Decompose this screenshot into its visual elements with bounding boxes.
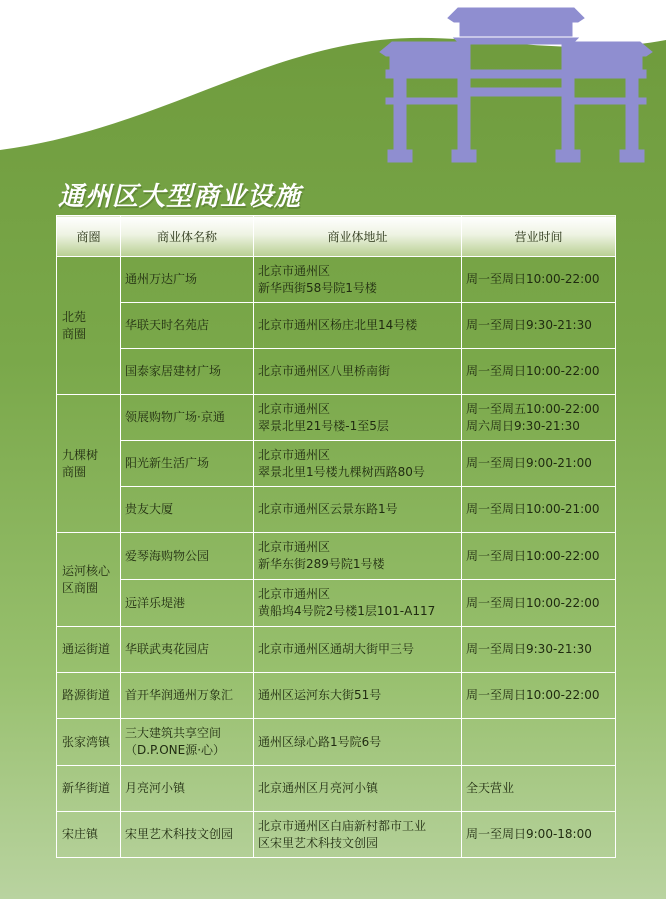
mall-address-cell: 北京市通州区杨庄北里14号楼	[254, 303, 462, 349]
mall-name-cell: 华联武夷花园店	[121, 627, 254, 673]
mall-address-cell: 通州区绿心路1号院6号	[254, 719, 462, 766]
district-cell: 新华街道	[57, 766, 121, 812]
mall-address-cell: 北京市通州区云景东路1号	[254, 487, 462, 533]
mall-name-cell: 贵友大厦	[121, 487, 254, 533]
table-row	[57, 673, 616, 719]
mall-address-cell: 北京通州区月亮河小镇	[254, 766, 462, 812]
mall-name-cell: 通州万达广场	[121, 257, 254, 303]
district-cell: 通运街道	[57, 627, 121, 673]
district-cell: 九棵树 商圈	[57, 395, 121, 533]
column-header-address: 商业体地址	[254, 216, 462, 257]
table-header-row	[57, 216, 616, 257]
business-hours-cell: 周一至周日9:30-21:30	[462, 627, 616, 673]
business-hours-cell: 全天营业	[462, 766, 616, 812]
memorial-archway-icon	[366, 0, 666, 170]
business-hours-cell	[462, 719, 616, 766]
business-hours-cell: 周一至周日9:30-21:30	[462, 303, 616, 349]
table-row	[57, 349, 616, 395]
mall-name-cell: 首开华润通州万象汇	[121, 673, 254, 719]
mall-name-cell: 领展购物广场·京通	[121, 395, 254, 441]
table-row	[57, 257, 616, 303]
mall-address-cell: 北京市通州区 翠景北里21号楼-1至5层	[254, 395, 462, 441]
district-cell: 运河核心 区商圈	[57, 533, 121, 627]
table-row	[57, 441, 616, 487]
mall-address-cell: 北京市通州区通胡大街甲三号	[254, 627, 462, 673]
mall-name-cell: 宋里艺术科技文创园	[121, 812, 254, 858]
table-row	[57, 533, 616, 580]
mall-name-cell: 远洋乐堤港	[121, 580, 254, 627]
mall-name-cell: 爱琴海购物公园	[121, 533, 254, 580]
mall-name-cell: 月亮河小镇	[121, 766, 254, 812]
business-hours-cell: 周一至周日10:00-22:00	[462, 580, 616, 627]
district-cell: 宋庄镇	[57, 812, 121, 858]
mall-address-cell: 北京市通州区白庙新村都市工业 区宋里艺术科技文创园	[254, 812, 462, 858]
table-row	[57, 627, 616, 673]
mall-name-cell: 华联天时名苑店	[121, 303, 254, 349]
business-hours-cell: 周一至周五10:00-22:00 周六周日9:30-21:30	[462, 395, 616, 441]
page-title: 通州区大型商业设施	[58, 182, 302, 212]
mall-name-cell: 阳光新生活广场	[121, 441, 254, 487]
mall-address-cell: 北京市通州区 翠景北里1号楼九棵树西路80号	[254, 441, 462, 487]
mall-address-cell: 通州区运河东大街51号	[254, 673, 462, 719]
business-hours-cell: 周一至周日10:00-21:00	[462, 487, 616, 533]
business-hours-cell: 周一至周日10:00-22:00	[462, 257, 616, 303]
mall-address-cell: 北京市通州区 新华西街58号院1号楼	[254, 257, 462, 303]
table-row	[57, 719, 616, 766]
mall-address-cell: 北京市通州区 黄船坞4号院2号楼1层101-A117	[254, 580, 462, 627]
table-row	[57, 580, 616, 627]
mall-name-cell: 三大建筑共享空间 （D.P.ONE源·心）	[121, 719, 254, 766]
table-row	[57, 395, 616, 441]
column-header-hours: 营业时间	[462, 216, 616, 257]
table-row	[57, 812, 616, 858]
commercial-facilities-table	[56, 215, 616, 858]
business-hours-cell: 周一至周日9:00-18:00	[462, 812, 616, 858]
district-cell: 路源街道	[57, 673, 121, 719]
table-row	[57, 766, 616, 812]
column-header-name: 商业体名称	[121, 216, 254, 257]
column-header-district: 商圈	[57, 216, 121, 257]
mall-name-cell: 国泰家居建材广场	[121, 349, 254, 395]
district-cell: 北苑 商圈	[57, 257, 121, 395]
business-hours-cell: 周一至周日10:00-22:00	[462, 349, 616, 395]
mall-address-cell: 北京市通州区 新华东街289号院1号楼	[254, 533, 462, 580]
business-hours-cell: 周一至周日9:00-21:00	[462, 441, 616, 487]
table-row	[57, 303, 616, 349]
mall-address-cell: 北京市通州区八里桥南街	[254, 349, 462, 395]
business-hours-cell: 周一至周日10:00-22:00	[462, 673, 616, 719]
district-cell: 张家湾镇	[57, 719, 121, 766]
table-row	[57, 487, 616, 533]
business-hours-cell: 周一至周日10:00-22:00	[462, 533, 616, 580]
